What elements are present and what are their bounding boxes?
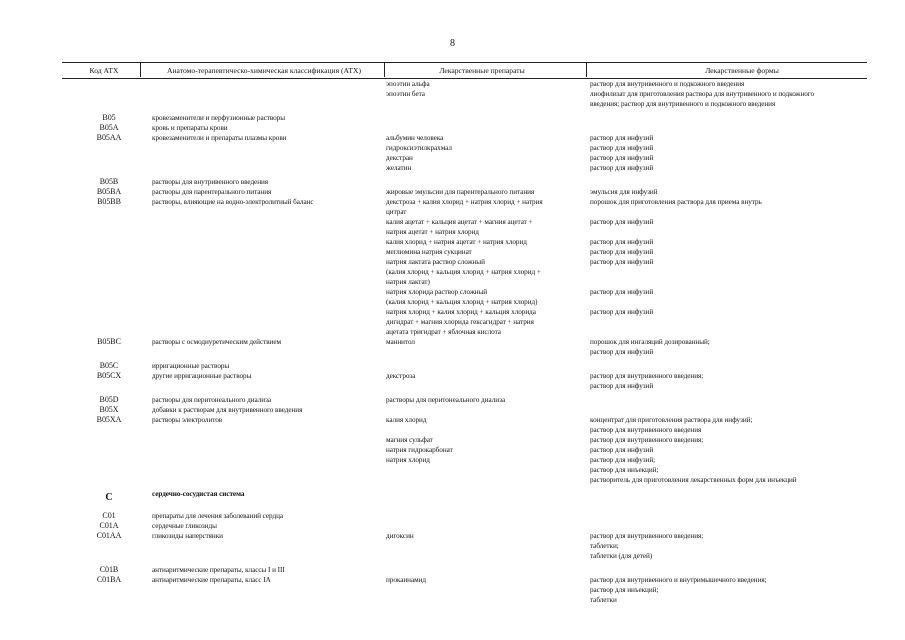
table-row: эпоэтин альфа раствор для внутривенного и подкожного введения bbox=[386, 80, 745, 88]
table-row: калия ацетат + кальция ацетат + магния ацетат + раствор для инфузий bbox=[386, 218, 654, 226]
table-row: B05BB растворы, влияющие на водно-электролитный баланс декстроза + калия хлорид + натрия хлорид + натрия порошок для приготовления раствора для приема внутрь bbox=[97, 197, 762, 206]
table-row: B05BA растворы для парентерального питания жировые эмульсии для парентерального питания эмульсия для инфузий bbox=[96, 187, 658, 196]
column-header-forms: Лекарственные формы bbox=[705, 66, 779, 75]
table-row: калия хлорид + натрия ацетат + натрия хлорид раствор для инфузий bbox=[386, 238, 654, 246]
table-row: натрия лактата раствор сложный раствор для инфузий bbox=[386, 258, 654, 266]
table-row: B05X добавки к растворам для внутривенного введения bbox=[99, 405, 303, 414]
table-row: натрия гидрокарбонат раствор для инфузий bbox=[386, 446, 654, 454]
table-row: C01A сердечные гликозиды bbox=[99, 521, 217, 530]
table-row: таблетки; bbox=[590, 542, 619, 550]
table-body bbox=[0, 79, 905, 605]
table-row: меглюмина натрия сукцинат раствор для инфузий bbox=[386, 248, 654, 256]
table-row: B05AA кровезаменители и препараты плазмы крови альбумин человека раствор для инфузий bbox=[96, 133, 654, 142]
table-row: дигидрат + магния хлорида гексагидрат + натрия bbox=[386, 318, 534, 326]
table-row: B05C ирригационные растворы bbox=[99, 361, 230, 370]
table-row: введения; раствор для внутривенного и подкожного введения bbox=[590, 100, 776, 108]
table-row: желатин раствор для инфузий bbox=[386, 164, 654, 172]
column-header-drugs: Лекарственные препараты bbox=[439, 66, 525, 75]
table-row: B05D растворы для перитонеального диализа растворы для перитонеального диализа bbox=[99, 395, 505, 404]
table-row: натрия ацетат + натрия хлорид bbox=[386, 228, 479, 236]
table-row: B05B растворы для внутривенного введения bbox=[99, 177, 269, 186]
table-row: C01AA гликозиды наперстянки дигоксин раствор для внутривенного введения; bbox=[96, 531, 704, 540]
table-row: натрия хлорида раствор сложный раствор для инфузий bbox=[386, 288, 654, 296]
table-row: цитрат bbox=[386, 208, 407, 216]
table-row: раствор для внутривенного введения bbox=[590, 426, 702, 434]
column-divider bbox=[140, 63, 141, 77]
table-row: ацетата тригидрат + яблочная кислота bbox=[386, 328, 501, 336]
table-row: C сердечно-сосудистая система bbox=[105, 490, 245, 503]
table-row: (калия хлорид + кальция хлорид + натрия хлорид) bbox=[386, 298, 538, 306]
table-row: C01BA антиаритмические препараты, класс IA прокаинамид раствор для внутривенного и внутримышечного введения; bbox=[96, 575, 767, 584]
table-row: раствор для инфузий bbox=[590, 348, 654, 356]
table-row: раствор для инфузий bbox=[590, 382, 654, 390]
table-row: B05BC растворы с осмодиуретическим действием маннитол порошок для ингаляций дозированный; bbox=[97, 337, 710, 346]
table-row: декстран раствор для инфузий bbox=[386, 154, 654, 162]
table-row: натрия лактат) bbox=[386, 278, 430, 286]
column-divider bbox=[586, 63, 587, 77]
table-header bbox=[62, 62, 867, 79]
table-row: таблетки bbox=[590, 596, 617, 604]
table-row: раствор для инъекций; bbox=[590, 586, 659, 594]
table-row: таблетки (для детей) bbox=[590, 552, 653, 560]
table-row: эпоэтин бета лиофилизат для приготовления раствора для внутривенного и подкожного bbox=[386, 90, 815, 98]
page-number: 8 bbox=[450, 38, 455, 49]
column-header-code: Код АТХ bbox=[89, 66, 119, 75]
table-row: B05A кровь и препараты крови bbox=[99, 123, 228, 132]
table-row: B05CX другие ирригационные растворы декстроза раствор для внутривенного введения; bbox=[96, 371, 704, 380]
table-row: натрия хлорид раствор для инфузий; bbox=[386, 456, 656, 464]
table-row: магния сульфат раствор для внутривенного введения; bbox=[386, 436, 704, 444]
table-row: C01B антиаритмические препараты, классы I и III bbox=[99, 565, 285, 574]
table-row: B05 кровезаменители и перфузионные растворы bbox=[102, 113, 285, 122]
table-row: раствор для инъекций; bbox=[590, 466, 659, 474]
table-row: (калия хлорид + кальция хлорид + натрия хлорид + bbox=[386, 268, 541, 276]
table-row: C01 препараты для лечения заболеваний сердца bbox=[102, 511, 284, 520]
table-row: B05XA растворы электролитов калия хлорид концентрат для приготовления раствора для инфузий; bbox=[96, 415, 753, 424]
column-divider bbox=[384, 63, 385, 77]
column-header-atx: Анатомо-терапевтическо-химическая классификация (АТХ) bbox=[167, 66, 361, 75]
table-row: растворитель для приготовления лекарственных форм для инъекций bbox=[590, 476, 797, 484]
table-row: натрия хлорид + калия хлорид + кальция хлорида раствор для инфузий bbox=[386, 308, 654, 316]
table-row: гидроксиэтилкрахмал раствор для инфузий bbox=[386, 144, 654, 152]
